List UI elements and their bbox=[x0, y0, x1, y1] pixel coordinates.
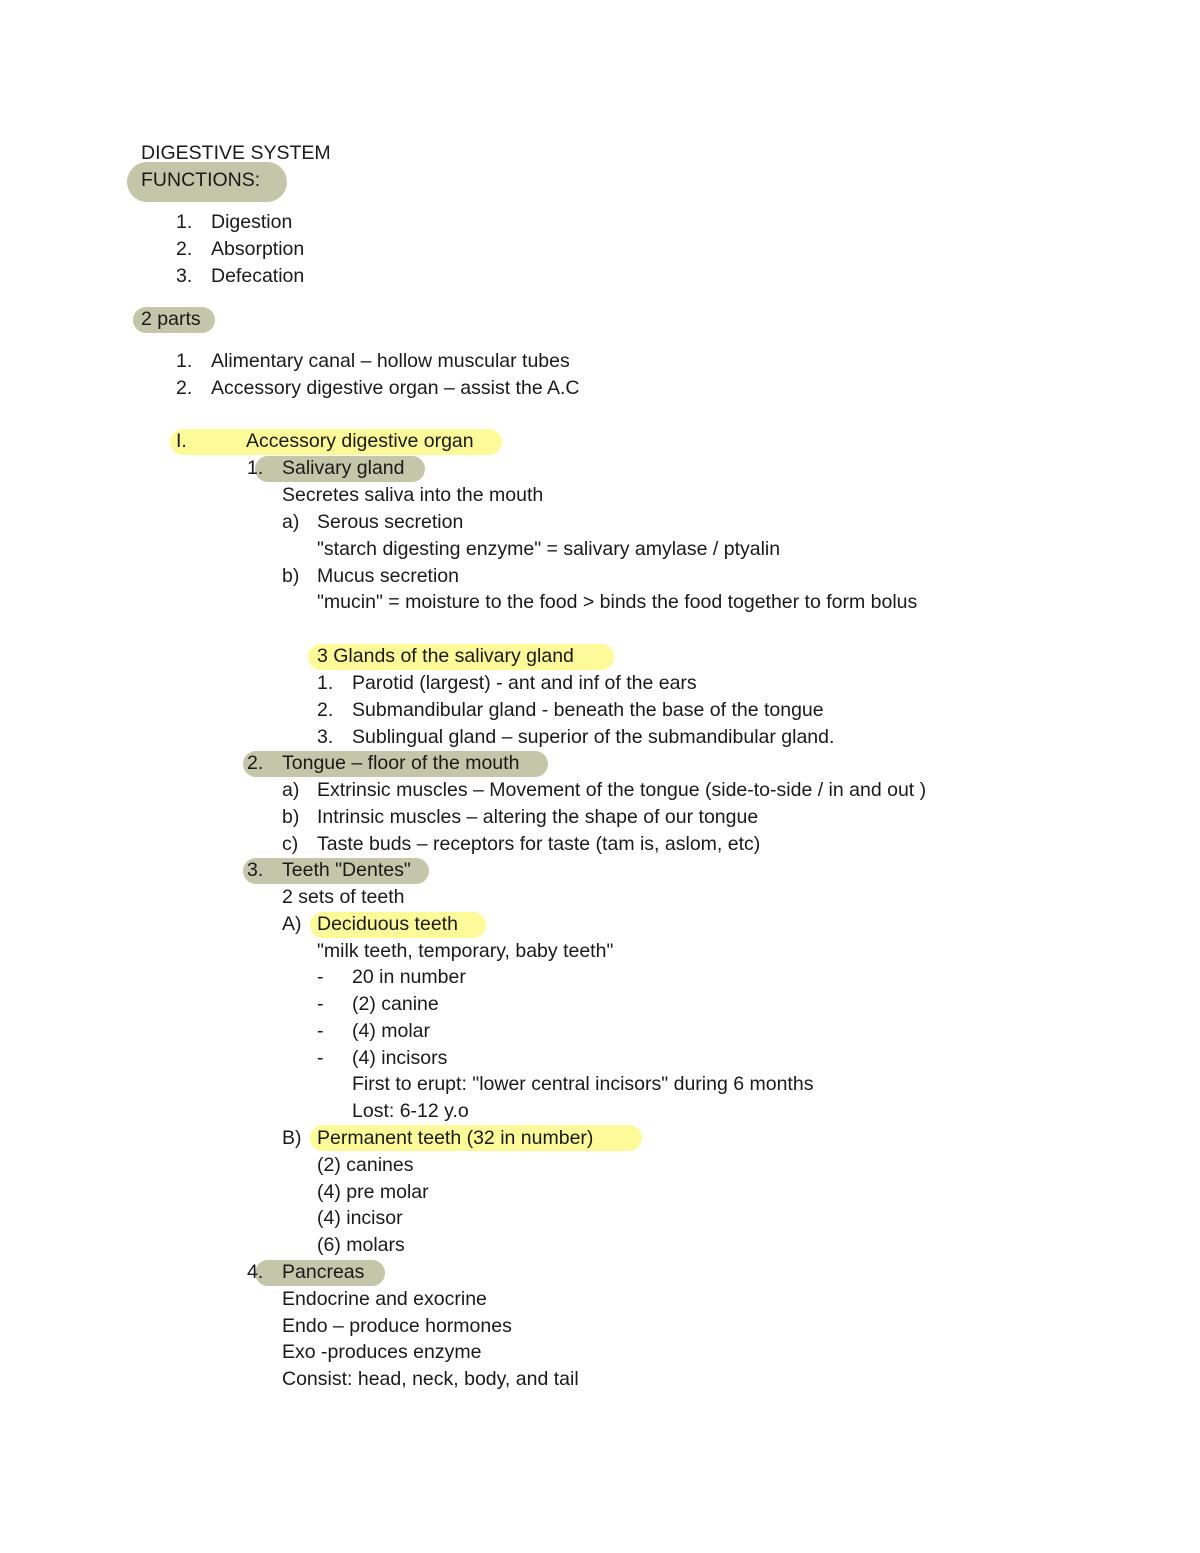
list-item: 1. bbox=[176, 350, 193, 372]
list-item-text: Endo – produce hormones bbox=[282, 1315, 512, 1337]
list-item: 3. bbox=[176, 265, 193, 287]
list-item-text: (4) incisor bbox=[317, 1207, 403, 1229]
list-item-text: Extrinsic muscles – Movement of the tongue (side-to-side / in and out ) bbox=[317, 779, 927, 801]
item-label: a) bbox=[282, 511, 300, 533]
item-label: B) bbox=[282, 1127, 302, 1149]
list-item-text: Absorption bbox=[211, 238, 305, 260]
parts-heading: 2 parts bbox=[141, 308, 201, 330]
list-item-text: 20 in number bbox=[352, 966, 466, 988]
list-item-text: Taste buds – receptors for taste (tam is, aslom, etc) bbox=[317, 833, 761, 855]
list-item-text: (4) incisors bbox=[352, 1047, 448, 1069]
subsection-title-pancreas: Pancreas bbox=[282, 1261, 365, 1283]
list-item-text: Defecation bbox=[211, 265, 305, 287]
list-item-text: (2) canine bbox=[352, 993, 439, 1015]
list-item-text: Parotid (largest) - ant and inf of the ears bbox=[352, 672, 697, 694]
permanent-title: Permanent teeth (32 in number) bbox=[317, 1127, 594, 1149]
list-item-text: Consist: head, neck, body, and tail bbox=[282, 1368, 579, 1390]
item-label: A) bbox=[282, 913, 302, 935]
list-item-text: (4) molar bbox=[352, 1020, 431, 1042]
functions-heading: FUNCTIONS: bbox=[141, 169, 261, 191]
subsection-number: 1. bbox=[247, 457, 264, 479]
document-title: DIGESTIVE SYSTEM bbox=[141, 142, 331, 164]
deciduous-title: Deciduous teeth bbox=[317, 913, 458, 935]
list-item-text: Intrinsic muscles – altering the shape of our tongue bbox=[317, 806, 759, 828]
subsection-title-salivary: Salivary gland bbox=[282, 457, 405, 479]
deciduous-desc: "milk teeth, temporary, baby teeth" bbox=[317, 940, 614, 962]
section-title: Accessory digestive organ bbox=[246, 430, 474, 452]
list-item-text: Alimentary canal – hollow muscular tubes bbox=[211, 350, 570, 372]
salivary-desc: Secretes saliva into the mouth bbox=[282, 484, 544, 506]
first-erupt: First to erupt: "lower central incisors" during 6 months bbox=[352, 1073, 814, 1095]
list-item-text: Endocrine and exocrine bbox=[282, 1288, 487, 1310]
list-item-text: Digestion bbox=[211, 211, 293, 233]
item-label: b) bbox=[282, 565, 300, 587]
document-page: DIGESTIVE SYSTEM FUNCTIONS: 1. Digestion 2. Absorption 3. Defecation 2 parts 1. Alimentary canal – hollow muscular tubes 2. Accessory digestive organ – assist the A.C I. Accessory digestive organ 1. Salivary gland Secretes saliva into the mouth a) Serous secretion "starch digesting enzyme" = salivary amylase / ptyalin b) Mucus secretion "mucin" = moisture to the food > binds the food together to form bolus 3 Glands of the salivary gland 1. Parotid (largest) - ant and inf of the ears 2. Submandibular gland - beneath the base of the tongue 3. Sublingual gland – superior of the submandibular gland. 2. Tongue – floor of the mouth a) Extrinsic muscles – Movement of the tongue (side-to-side / in and out ) b) Intrinsic muscles – altering the shape of our tongue c) Taste buds – receptors for taste (tam is, aslom, etc) 3. Teeth "Dentes" 2 sets of teeth A) Deciduous teeth "milk teeth, temporary, baby teeth" - 20 in number - (2) canine - (4) molar - (4) incisors First to erupt: "lower central incisors" during 6 months Lost: 6-12 y.o B) Permanent teeth (32 in number) (2) canines (4) pre molar (4) incisor (6) molars 4. Pancreas Endocrine and exocrine Endo – produce hormones Exo -produces enzyme Consist: head, neck, body, and tail bbox=[0, 0, 1200, 1553]
mucus-detail: "mucin" = moisture to the food > binds the food together to form bolus bbox=[317, 591, 918, 613]
list-item-text: (2) canines bbox=[317, 1154, 414, 1176]
list-item-text: Accessory digestive organ – assist the A.C bbox=[211, 377, 580, 399]
subsection-number: 4. bbox=[247, 1261, 264, 1283]
teeth-sets: 2 sets of teeth bbox=[282, 886, 405, 908]
subsection-number: 2. bbox=[247, 752, 264, 774]
glands-heading: 3 Glands of the salivary gland bbox=[317, 645, 574, 667]
section-number: I. bbox=[176, 430, 187, 452]
list-item-text: Sublingual gland – superior of the submandibular gland. bbox=[352, 726, 835, 748]
mucus-secretion: Mucus secretion bbox=[317, 565, 459, 587]
list-item: 2. bbox=[176, 377, 193, 399]
list-item-text: Exo -produces enzyme bbox=[282, 1341, 482, 1363]
subsection-title-tongue: Tongue – floor of the mouth bbox=[282, 752, 520, 774]
list-item-text: (6) molars bbox=[317, 1234, 405, 1256]
lost-age: Lost: 6-12 y.o bbox=[352, 1100, 469, 1122]
serous-secretion: Serous secretion bbox=[317, 511, 464, 533]
list-item: 2. bbox=[176, 238, 193, 260]
list-item-text: Submandibular gland - beneath the base of the tongue bbox=[352, 699, 824, 721]
list-item-text: (4) pre molar bbox=[317, 1181, 429, 1203]
subsection-number: 3. bbox=[247, 859, 264, 881]
subsection-title-teeth: Teeth "Dentes" bbox=[282, 859, 411, 881]
serous-detail: "starch digesting enzyme" = salivary amylase / ptyalin bbox=[317, 538, 781, 560]
list-item: 1. bbox=[176, 211, 193, 233]
